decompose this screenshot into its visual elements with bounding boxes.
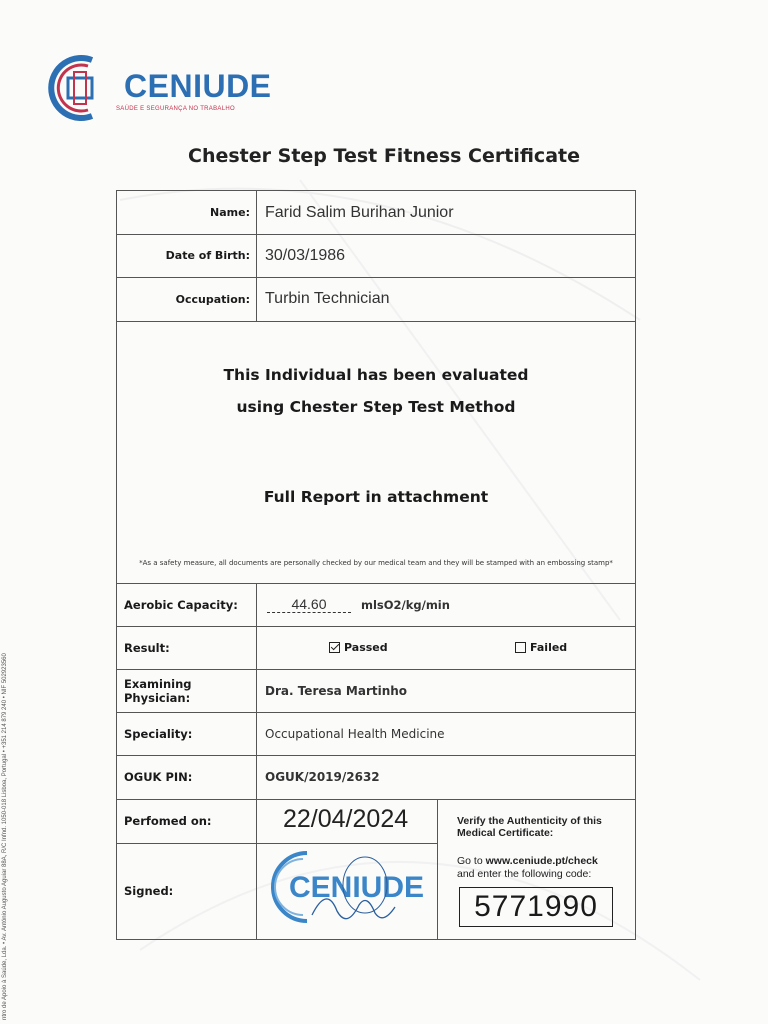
- physician-row: [117, 669, 635, 713]
- company-footer-side-text: ntro de Apoio à Saúde, Lda. • Av. António Augusto Aguiar 88A, R/C Infnd. 1050-018 Lisboa, Portugal • +351 214 879 240 • NIF 502923560: [2, 653, 8, 1020]
- verify-prefix: Go to: [457, 855, 486, 867]
- dob-row: [117, 234, 635, 278]
- speciality-label: Speciality:: [117, 712, 257, 755]
- speciality-row: [117, 712, 635, 756]
- performed-value: 22/04/2024: [283, 805, 409, 833]
- physician-value: Dra. Teresa Martinho: [265, 683, 408, 698]
- occupation-row: [117, 277, 635, 322]
- dob-value: 30/03/1986: [265, 246, 346, 264]
- safety-note: *As a safety measure, all documents are personally checked by our medical team and they will be stamped with an embossing stamp*: [139, 559, 613, 567]
- occupation-value: Turbin Technician: [265, 290, 390, 307]
- performed-label: Perfomed on:: [117, 799, 257, 843]
- aerobic-value-cell: [267, 583, 450, 626]
- name-row: [117, 191, 635, 235]
- verification-code: 5771990: [459, 887, 613, 927]
- failed-checkbox: [515, 642, 526, 653]
- physician-label: Examining Physician:: [117, 669, 257, 712]
- occupation-label: Occupation:: [117, 277, 257, 321]
- signed-label: Signed:: [117, 843, 257, 939]
- aerobic-row: [117, 583, 635, 627]
- company-stamp-signature: [267, 845, 427, 931]
- verify-suffix: and enter the following code:: [457, 868, 592, 880]
- name-label: Name:: [117, 191, 257, 234]
- full-report-note: Full Report in attachment: [263, 488, 489, 506]
- verify-heading: Verify the Authenticity of this Medical Certificate:: [457, 815, 602, 839]
- verify-url[interactable]: www.ceniude.pt/check: [485, 855, 598, 867]
- passed-checkbox: [329, 642, 340, 653]
- pin-label: OGUK PIN:: [117, 755, 257, 799]
- result-label: Result:: [117, 626, 257, 669]
- evaluation-section: [117, 321, 635, 584]
- pin-value: OGUK/2019/2632: [265, 770, 380, 784]
- aerobic-unit: mlsO2/kg/min: [361, 597, 450, 612]
- verify-divider: [437, 799, 438, 939]
- performed-row: [117, 799, 437, 844]
- page-title: Chester Step Test Fitness Certificate: [188, 145, 580, 167]
- certificate-table: [116, 190, 636, 940]
- verify-instruction: [457, 855, 629, 881]
- logo-tagline: SAÚDE E SEGURANÇA NO TRABALHO: [116, 106, 235, 112]
- pin-row: [117, 755, 635, 800]
- result-row: [117, 626, 635, 670]
- aerobic-value: 44.60: [267, 596, 351, 613]
- failed-option: [515, 626, 567, 669]
- evaluation-line-1: This Individual has been evaluated: [223, 366, 529, 384]
- failed-label: Failed: [530, 641, 568, 654]
- passed-option: [329, 626, 388, 669]
- dob-label: Date of Birth:: [117, 234, 257, 277]
- logo-emblem-icon: [48, 50, 118, 126]
- evaluation-line-2: using Chester Step Test Method: [236, 398, 516, 416]
- aerobic-label: Aerobic Capacity:: [117, 583, 257, 626]
- company-logo: [48, 50, 308, 126]
- logo-wordmark: CENIUDE: [124, 68, 272, 104]
- speciality-value: Occupational Health Medicine: [265, 726, 445, 741]
- stamp-wordmark: CENIUDE: [289, 871, 425, 904]
- passed-label: Passed: [344, 641, 388, 654]
- name-value: Farid Salim Burihan Junior: [265, 203, 454, 221]
